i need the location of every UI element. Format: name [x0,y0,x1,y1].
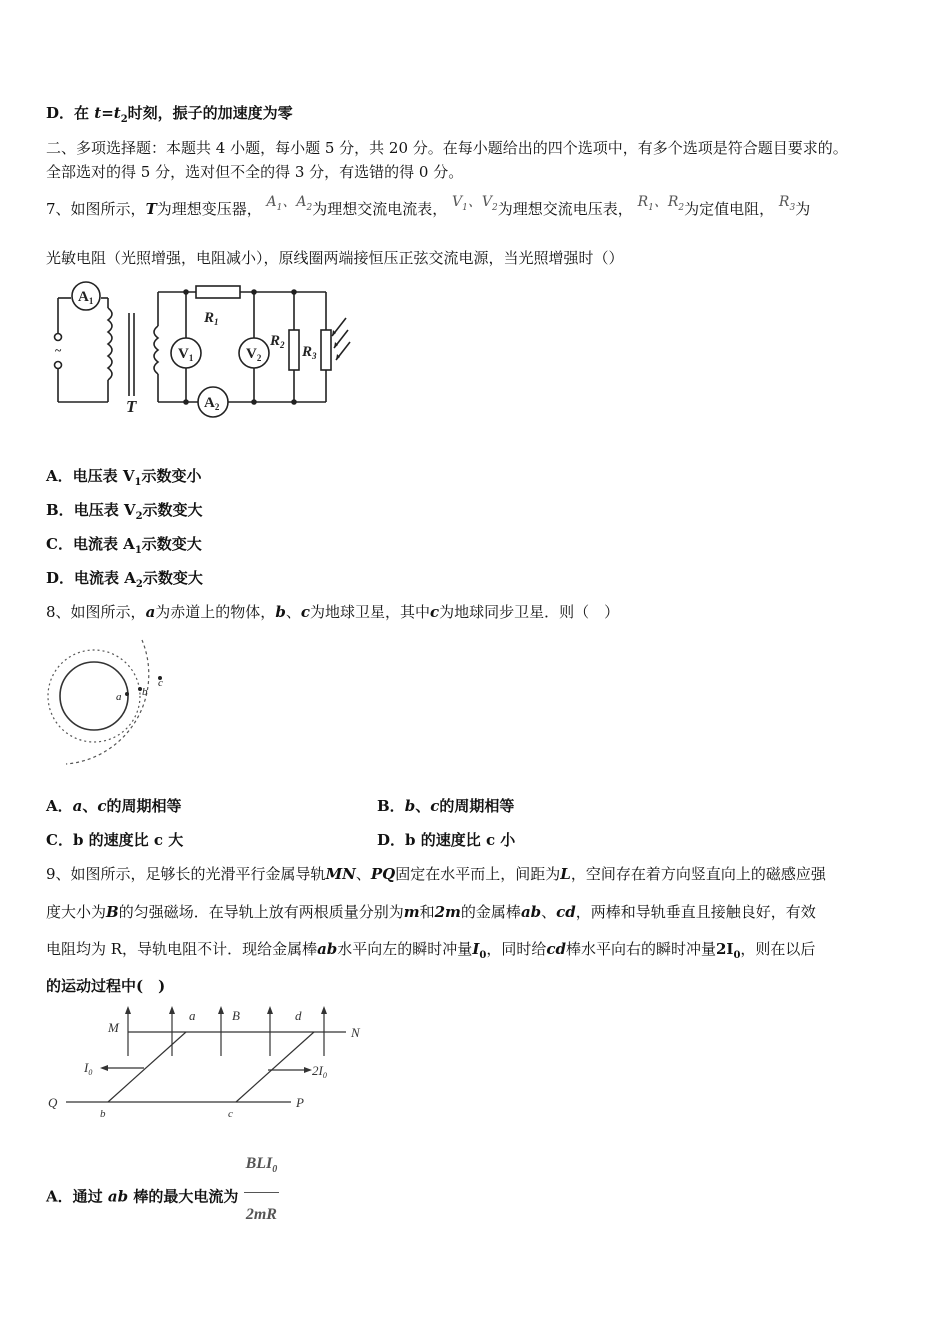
q9-rails-figure [46,1004,376,1124]
fig-point-c: c [158,677,163,689]
q7-option-d: D．电流表 $A_2$示数变大 [46,569,203,590]
q6-option-d: D．在 $t=t_2$时刻，振子的加速度为零 [46,104,293,125]
q7-circuit-figure [46,278,366,428]
fig-source-tilde: ~ [55,343,62,357]
q9-stem-line1: 9、如图所示，足够长的光滑平行金属导轨MN、PQ固定在水平而上，间距为L，空间存在着方向竖直向上的磁感应强 [46,865,826,883]
q7-stem-line1: 7、如图所示，T为理想变压器， $A_1$、$A_2$为理想交流电流表， $V_1$、$V_2$为理想交流电压表， $R_1$、$R_2$为定值电阻， $R_3$为 [46,194,811,218]
q7-stem-line2: 光敏电阻（光照增强，电阻减小），原线圈两端接恒压正弦交流电源，当光照增强时（） [46,249,624,267]
section2-line1: 二、多项选择题：本题共 4 小题，每小题 5 分，共 20 分。在每小题给出的四个选项中，有多个选项是符合题目要求的。 [46,139,848,157]
q8-option-b: B．b、c的周期相等 [377,797,515,815]
q8-stem: 8、如图所示，a为赤道上的物体，b、c为地球卫星，其中c为地球同步卫星．则（ ） [46,603,620,621]
symbol-v1: $V_1$、$V_2$ [452,194,498,213]
fig-r2-label: $R_2$ [270,333,285,350]
fig-label-n: N [351,1025,360,1040]
q8-option-d: D．b 的速度比 c 小 [377,831,516,849]
q9-option-a: A．通过 ab 棒的最大电流为 $\frac{BLI_0}{2mR}$ [46,1150,279,1245]
q7-option-c: C．电流表 $A_1$示数变大 [46,535,202,556]
fig-label-b: b [100,1108,106,1120]
fig-point-a: a [116,691,122,703]
fig-label-m: M [108,1020,119,1035]
fig-label-2i0: $2I_0$ [312,1063,327,1080]
current-fraction: $\frac{BLI_0}{2mR}$ [244,1142,280,1237]
fig-label-a: a [189,1008,196,1023]
q8-option-c: C．b 的速度比 c 大 [46,831,184,849]
fig-r3-label: $R_3$ [302,344,317,361]
symbol-a1: $A_1$、$A_2$ [266,194,313,213]
q8-option-a: A．a、c的周期相等 [46,797,182,815]
fig-label-d: d [295,1008,302,1023]
fig-label-p: P [296,1095,304,1110]
fig-label-i0: $I_0$ [84,1060,93,1077]
section2-line2: 全部选对的得 5 分，选对但不全的得 3 分，有选错的得 0 分。 [46,163,464,181]
q9-stem-line4: 的运动过程中( ) [46,977,166,995]
fig-a2-label: $A_2$ [204,395,220,412]
fig-label-b-field: B [232,1008,240,1023]
q7-option-b: B．电压表 $V_2$示数变大 [46,501,203,522]
fig-r1-label: $R_1$ [204,310,219,327]
fig-a1-label: $A_1$ [78,289,94,306]
fig-t-label: T [126,397,137,416]
symbol-r1: $R_1$、$R_2$ [637,194,685,213]
fig-label-q: Q [48,1095,58,1110]
fig-v1-label: $V_1$ [178,346,194,363]
q8-orbit-figure [46,632,171,772]
symbol-r3: $R_3$ [778,194,796,213]
fig-v2-label: $V_2$ [246,346,262,363]
q7-option-a: A．电压表 $V_1$示数变小 [46,467,202,488]
q9-stem-line2: 度大小为B的匀强磁场．在导轨上放有两根质量分别为m和2m的金属棒ab、cd，两棒和导轨垂直且接触良好，有效 [46,903,816,921]
q9-stem-line3: 电阻均为 R，导轨电阻不计．现给金属棒ab水平向左的瞬时冲量$I_0$，同时给cd棒水平向右的瞬时冲量$2I_0$，则在以后 [46,940,816,961]
fig-label-c: c [228,1108,233,1120]
fig-point-b: b [142,686,148,698]
